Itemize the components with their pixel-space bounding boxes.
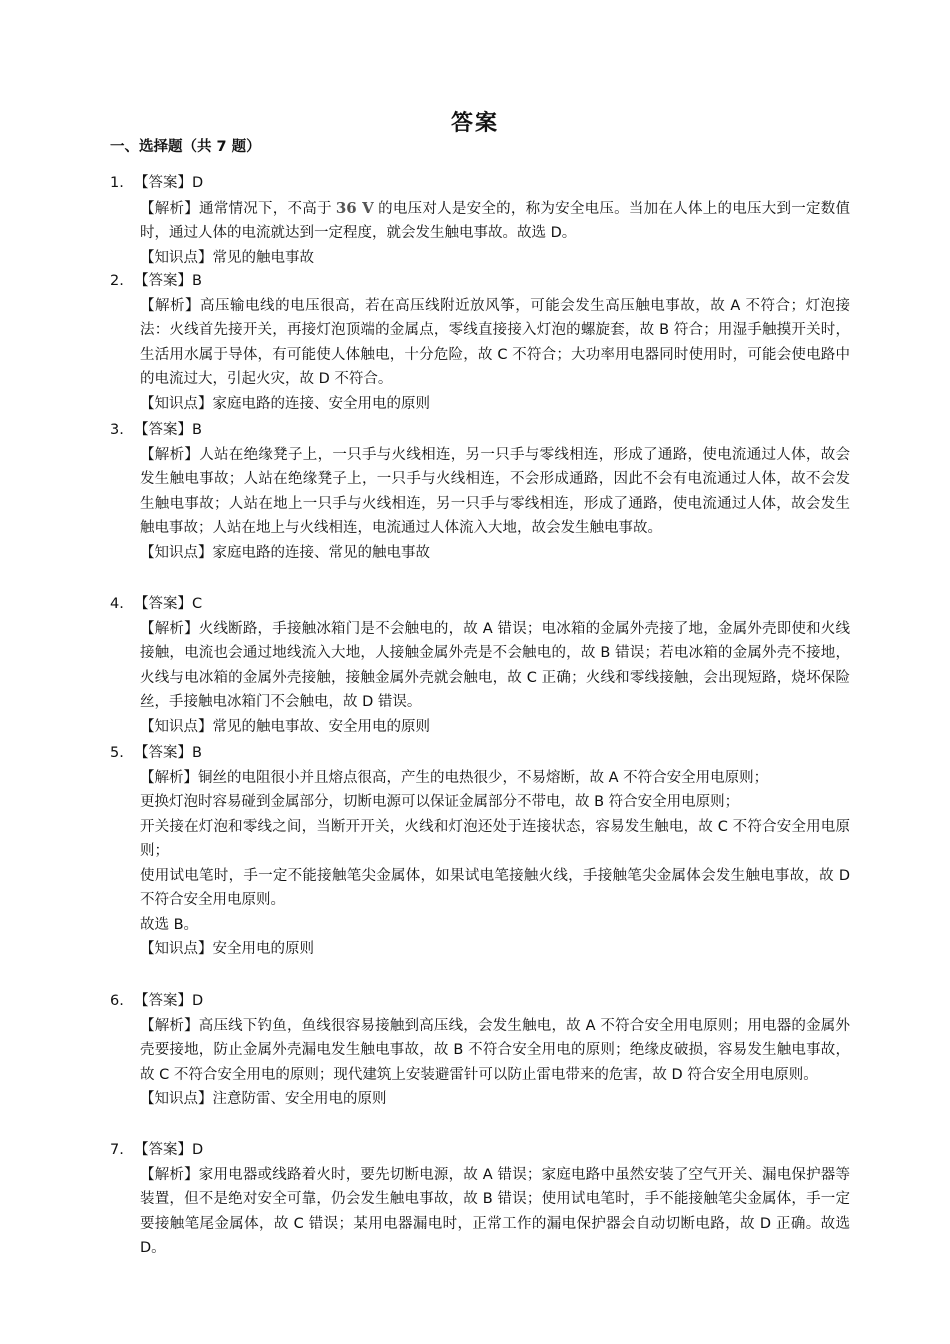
knowledge-point: 【知识点】家庭电路的连接、常见的触电事故 (140, 544, 430, 561)
section-heading: 一、选择题（共 7 题） (110, 139, 261, 155)
question-number: 3. (110, 422, 124, 438)
question-number: 4. (110, 596, 124, 612)
question-5 (110, 741, 850, 962)
answer-label: 【答案】C (134, 596, 203, 612)
analysis-text: 【解析】火线断路，手接触冰箱门是不会触电的，故 A 错误；电冰箱的金属外壳接了地，金属外壳即使和火线接触，电流也会通过地线流入大地，人接触金属外壳是不会触电的，故 B 错误；若电冰箱的金属外壳不接地，火线与电冰箱的金属外壳接触，接触金属外壳就会触电，故 C 正确；火线和零线接触，会出现短路，烧坏保险丝，手接触电冰箱门不会触电，故 D 错误。 (140, 620, 850, 710)
knowledge-point: 【知识点】常见的触电事故、安全用电的原则 (140, 718, 430, 735)
question-7 (110, 1138, 850, 1261)
question-number: 6. (110, 993, 124, 1009)
answer-label: 【答案】B (134, 422, 202, 438)
question-6 (110, 989, 850, 1112)
answer-label: 【答案】B (134, 745, 202, 761)
analysis-text: 【解析】高压输电线的电压很高，若在高压线附近放风筝，可能会发生高压触电事故，故 A 不符合；灯泡接法：火线首先接开关，再接灯泡顶端的金属点，零线直接接入灯泡的螺旋套，故 B 符合；用湿手触摸开关时，生活用水属于导体，有可能使人体触电，十分危险，故 C 不符合；大功率用电器同时使用时，可能会使电路中的电流过大，引起火灾，故 D 不符合。 (140, 297, 850, 387)
knowledge-point: 【知识点】注意防雷、安全用电的原则 (140, 1091, 387, 1107)
analysis-text: 【解析】家用电器或线路着火时，要先切断电源，故 A 错误；家庭电路中虽然安装了空气开关、漏电保护器等装置，但不是绝对安全可靠，仍会发生触电事故，故 B 错误；使用试电笔时，手不能接触笔尖金属体，手一定要接触笔尾金属体，故 C 错误；某用电器漏电时，正常工作的漏电保护器会自动切断电路，故 D 正确。故选 D。 (140, 1166, 850, 1256)
analysis-line: 【解析】铜丝的电阻很小并且熔点很高，产生的电热很少，不易熔断，故 A 不符合安全用电原则； (140, 769, 769, 786)
analysis-line: 更换灯泡时容易碰到金属部分，切断电源可以保证金属部分不带电，故 B 符合安全用电原则； (140, 794, 740, 810)
question-1 (110, 171, 850, 270)
question-number: 1. (110, 175, 124, 191)
knowledge-point: 【知识点】安全用电的原则 (140, 941, 314, 957)
analysis-line: 故选 B。 (140, 916, 199, 933)
question-2 (110, 269, 850, 416)
question-number: 7. (110, 1142, 124, 1158)
analysis-text: 【解析】高压线下钓鱼，鱼线很容易接触到高压线，会发生触电，故 A 不符合安全用电原则；用电器的金属外壳要接地，防止金属外壳漏电发生触电事故，故 B 不符合安全用电的原则；绝缘皮破损，容易发生触电事故，故 C 不符合安全用电的原则；现代建筑上安装避雷针可以防止雷电带来的危害，故 D 符合安全用电原则。 (140, 1017, 850, 1083)
analysis-line: 使用试电笔时，手一定不能接触笔尖金属体，如果试电笔接触火线，手接触笔尖金属体会发生触电事故，故 D 不符合安全用电原则。 (140, 867, 850, 908)
answer-label: 【答案】D (134, 993, 204, 1009)
question-3 (110, 418, 850, 565)
knowledge-point: 【知识点】家庭电路的连接、安全用电的原则 (140, 395, 430, 412)
voltage-value: 36 V (335, 198, 374, 217)
question-number: 2. (110, 273, 124, 289)
analysis-text: 【解析】通常情况下，不高于 36 V 的电压对人是安全的，称为安全电压。当加在人体上的电压大到一定数值时，通过人体的电流就达到一定程度，就会发生触电事故。故选 D。 (140, 198, 851, 241)
question-4 (110, 592, 850, 739)
answer-label: 【答案】D (134, 1142, 204, 1158)
page-title: 答案 (450, 111, 499, 136)
answer-label: 【答案】B (134, 273, 202, 289)
answer-label: 【答案】D (134, 175, 204, 191)
analysis-text: 【解析】人站在绝缘凳子上，一只手与火线相连，另一只手与零线相连，形成了通路，使电流通过人体，故会发生触电事故；人站在绝缘凳子上，一只手与火线相连，不会形成通路，因此不会有电流通过人体，故不会发生触电事故；人站在地上一只手与火线相连，另一只手与零线相连，形成了通路，使电流通过人体，故会发生触电事故；人站在地上与火线相连，电流通过人体流入大地，故会发生触电事故。 (140, 446, 850, 536)
knowledge-point: 【知识点】常见的触电事故 (140, 249, 314, 266)
analysis-line: 开关接在灯泡和零线之间，当断开开关，火线和灯泡还处于连接状态，容易发生触电，故 C 不符合安全用电原则； (140, 818, 850, 859)
question-number: 5. (110, 745, 124, 761)
